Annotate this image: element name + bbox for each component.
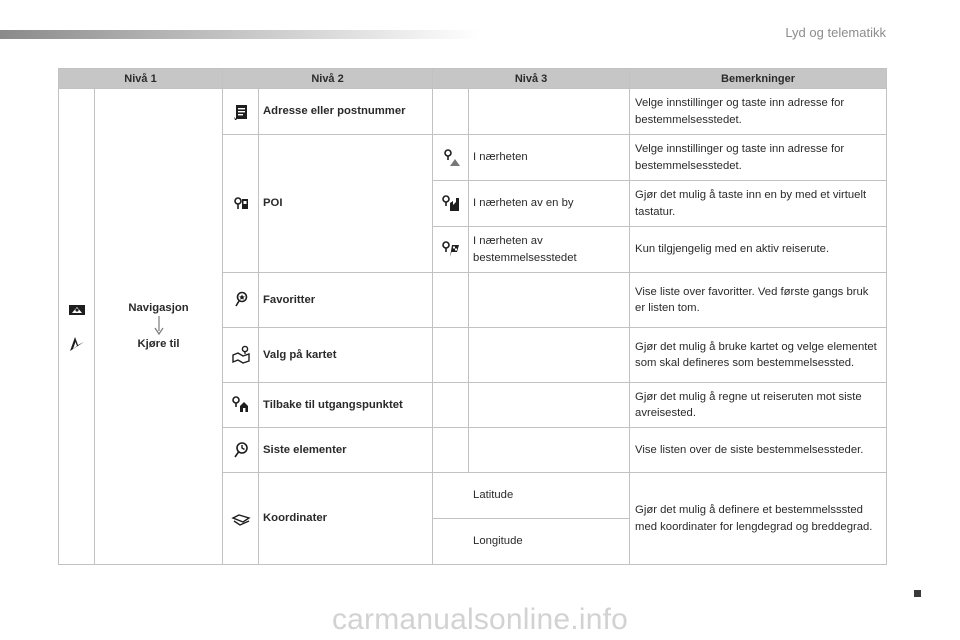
near-destination-icon — [440, 239, 462, 261]
column-header-level2: Nivå 2 — [223, 69, 433, 89]
header-gradient-bar — [0, 30, 480, 39]
level1-label-cell — [95, 89, 223, 565]
remark: Gjør det mulig å taste inn en by med et virtuelt tastatur. — [630, 181, 887, 227]
level2-label: Valg på kartet — [259, 328, 433, 383]
return-home-icon-cell — [223, 383, 259, 428]
poi-icon — [230, 193, 252, 215]
recent-icon — [230, 439, 252, 461]
arrow-down-icon — [152, 316, 166, 336]
column-header-level3: Nivå 3 — [433, 69, 630, 89]
remark: Gjør det mulig å regne ut reiseruten mot siste avreisested. — [630, 383, 887, 428]
level2-label: POI — [259, 135, 433, 273]
page-marker — [914, 590, 921, 597]
remark: Vise listen over de siste bestemmelsessteder. — [630, 428, 887, 473]
section-title: Lyd og telematikk — [785, 25, 886, 40]
near-city-icon — [440, 193, 462, 215]
remark: Kun tilgjengelig med en aktiv reiserute. — [630, 227, 887, 273]
level3-label: Latitude — [433, 473, 630, 519]
level2-label: Koordinater — [259, 473, 433, 565]
level3-label: I nærheten — [469, 135, 630, 181]
table-row — [59, 89, 887, 135]
coordinates-icon — [230, 508, 252, 530]
navigation-icon — [66, 299, 88, 321]
column-header-remarks: Bemerkninger — [630, 69, 887, 89]
near-city-icon-cell — [433, 181, 469, 227]
remark: Velge innstillinger og taste inn adresse for bestemmelsesstedet. — [630, 89, 887, 135]
recent-icon-cell — [223, 428, 259, 473]
level1-sublabel: Kjøre til — [137, 338, 180, 350]
near-destination-icon-cell — [433, 227, 469, 273]
level1-label: Navigasjon — [128, 301, 189, 314]
favorites-icon — [230, 289, 252, 311]
level2-label: Tilbake til utgangspunktet — [259, 383, 433, 428]
level3-label: I nærheten av en by — [469, 181, 630, 227]
navigation-menu-table — [58, 68, 887, 565]
remark: Vise liste over favoritter. Ved første gangs bruk er listen tom. — [630, 273, 887, 328]
remark: Velge innstillinger og taste inn adresse for bestemmelsesstedet. — [630, 135, 887, 181]
watermark: carmanualsonline.info — [331, 603, 629, 636]
nearby-icon — [440, 147, 462, 169]
level3-label: I nærheten av bestemmelsesstedet — [469, 227, 630, 273]
nearby-icon-cell — [433, 135, 469, 181]
map-select-icon-cell — [223, 328, 259, 383]
address-icon-cell — [223, 89, 259, 135]
favorites-icon-cell — [223, 273, 259, 328]
remark: Gjør det mulig å definere et bestemmelsssted med koordinater for lengdegrad og breddegrad. — [630, 473, 887, 565]
level2-label: Adresse eller postnummer — [259, 89, 433, 135]
table-header-row — [59, 69, 887, 89]
level2-label: Favoritter — [259, 273, 433, 328]
remark: Gjør det mulig å bruke kartet og velge elementet som skal defineres som bestemmelsessted. — [630, 328, 887, 383]
return-home-icon — [230, 394, 252, 416]
level2-label: Siste elementer — [259, 428, 433, 473]
drive-to-icon — [66, 333, 88, 355]
level3-label: Longitude — [433, 519, 630, 565]
column-header-level1: Nivå 1 — [59, 69, 223, 89]
level1-icon-cell — [59, 89, 95, 565]
poi-icon-cell — [223, 135, 259, 273]
map-select-icon — [230, 344, 252, 366]
address-icon — [230, 101, 252, 123]
coordinates-icon-cell — [223, 473, 259, 565]
